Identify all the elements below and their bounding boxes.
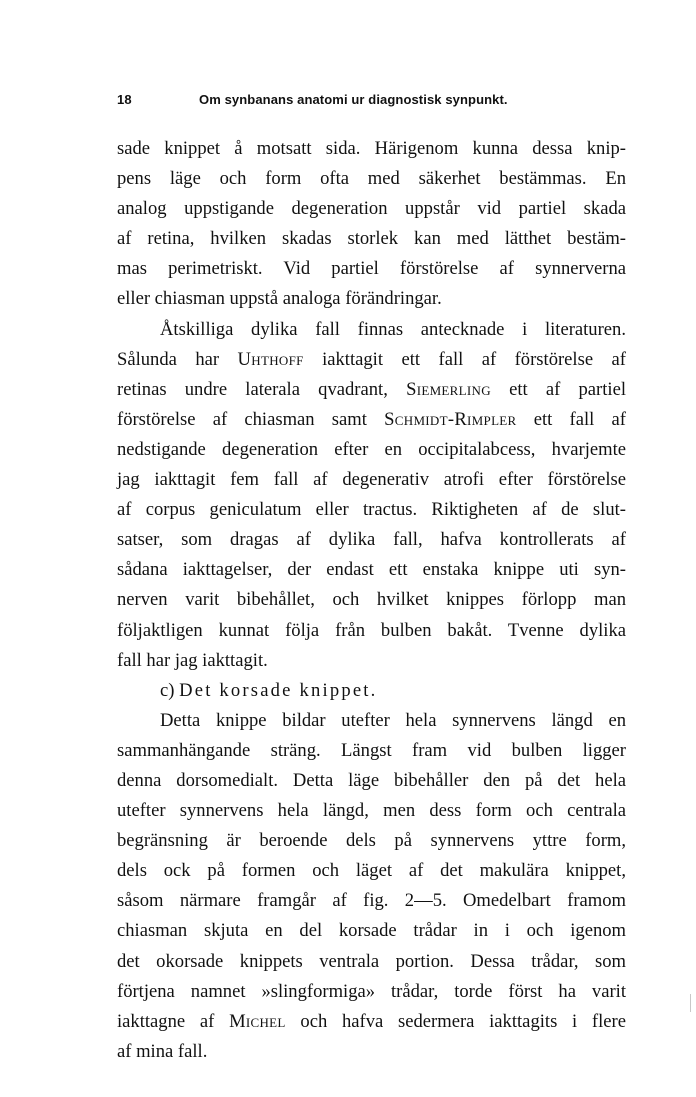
- text-line: mas perimetriskt. Vid partiel förstörelse af synnerverna: [117, 258, 626, 280]
- text-line: nedstigande degeneration efter en occipitalabcess, hvarjemte: [117, 438, 626, 460]
- text-line: utefter synnervens hela längd, men dess form och centrala: [117, 800, 626, 822]
- text-line: af retina, hvilken skadas storlek kan med lätthet bestäm-: [117, 228, 626, 250]
- text-line: såsom närmare framgår af fig. 2—5. Omedelbart framom: [117, 890, 626, 912]
- text-line: sade knippet å motsatt sida. Härigenom kunna dessa knip-: [117, 138, 626, 159]
- text-line: förtjena namnet »slingformiga» trådar, torde först ha varit: [117, 980, 626, 1002]
- text-line: satser, som dragas af dylika fall, hafva kontrollerats af: [117, 529, 626, 551]
- text-line: dels ock på formen och läget af det makulära knippet,: [117, 860, 626, 882]
- text-fragment: iakttagit ett fall af förstörelse af: [303, 348, 626, 370]
- text-fragment: förstörelse af chiasman samt: [117, 408, 385, 430]
- text-line: [117, 405, 626, 435]
- text-line: analog uppstigande degeneration uppstår vid partiel skada: [117, 198, 626, 220]
- text-line: nerven varit bibehållet, och hvilket knippes förlopp man: [117, 589, 626, 611]
- text-line: fall har jag iakttagit.: [117, 649, 268, 671]
- section-heading: [117, 676, 626, 706]
- running-title: Om synbanans anatomi ur diagnostisk synpunkt.: [199, 92, 508, 107]
- text-fragment: Sålunda har: [117, 348, 238, 370]
- text-fragment: iakttagne af: [117, 1010, 230, 1032]
- text-line: [117, 1007, 626, 1037]
- section-title: Det korsade knippet.: [179, 679, 378, 701]
- author-name: Michel: [229, 1010, 286, 1032]
- text-line: Detta knippe bildar utefter hela synnervens längd en: [160, 709, 626, 731]
- text-fragment: retinas undre laterala qvadrant,: [117, 378, 407, 400]
- text-line: jag iakttagit fem fall af degenerativ atrofi efter förstörelse: [117, 469, 626, 491]
- text-line: det okorsade knippets ventrala portion. Dessa trådar, som: [117, 950, 626, 972]
- text-line: [117, 375, 626, 405]
- paragraph-literature: [117, 315, 626, 676]
- text-line: begränsning är beroende dels på synnervens yttre form,: [117, 830, 626, 852]
- text-line: pens läge och form ofta med säkerhet bestämmas. En: [117, 168, 626, 190]
- paragraph-crossed-bundle: [117, 706, 626, 1067]
- page-number: 18: [117, 92, 132, 107]
- text-line: Åtskilliga dylika fall finnas antecknade i literaturen.: [160, 318, 626, 340]
- text-line: sammanhängande sträng. Längst fram vid bulben ligger: [117, 739, 626, 761]
- author-name: Siemerling: [406, 378, 491, 400]
- text-fragment: ett af partiel: [490, 378, 626, 400]
- author-name: Schmidt-Rimpler: [384, 408, 517, 430]
- text-line: följaktligen kunnat följa från bulben bakåt. Tvenne dylika: [117, 619, 626, 641]
- text-line: chiasman skjuta en del korsade trådar in i och igenom: [117, 920, 626, 942]
- text-line: denna dorsomedialt. Detta läge bibehåller den på det hela: [117, 769, 626, 791]
- text-line: eller chiasman uppstå analoga förändringar.: [117, 288, 442, 310]
- paragraph-continuation: [117, 134, 626, 315]
- body-text: [117, 134, 626, 1067]
- page-header: [117, 92, 637, 112]
- text-line: sådana iakttagelser, der endast ett enstaka knippe uti syn-: [117, 559, 626, 581]
- text-line: af mina fall.: [117, 1040, 208, 1062]
- text-line: [117, 345, 626, 375]
- text-line: af corpus geniculatum eller tractus. Riktigheten af de slut-: [117, 499, 626, 521]
- text-fragment: ett fall af: [516, 408, 626, 430]
- author-name: Uhthoff: [237, 348, 304, 370]
- text-fragment: och hafva sedermera iakttagits i flere: [285, 1010, 626, 1032]
- section-label: c): [160, 679, 175, 701]
- page-edge-mark: [690, 994, 691, 1012]
